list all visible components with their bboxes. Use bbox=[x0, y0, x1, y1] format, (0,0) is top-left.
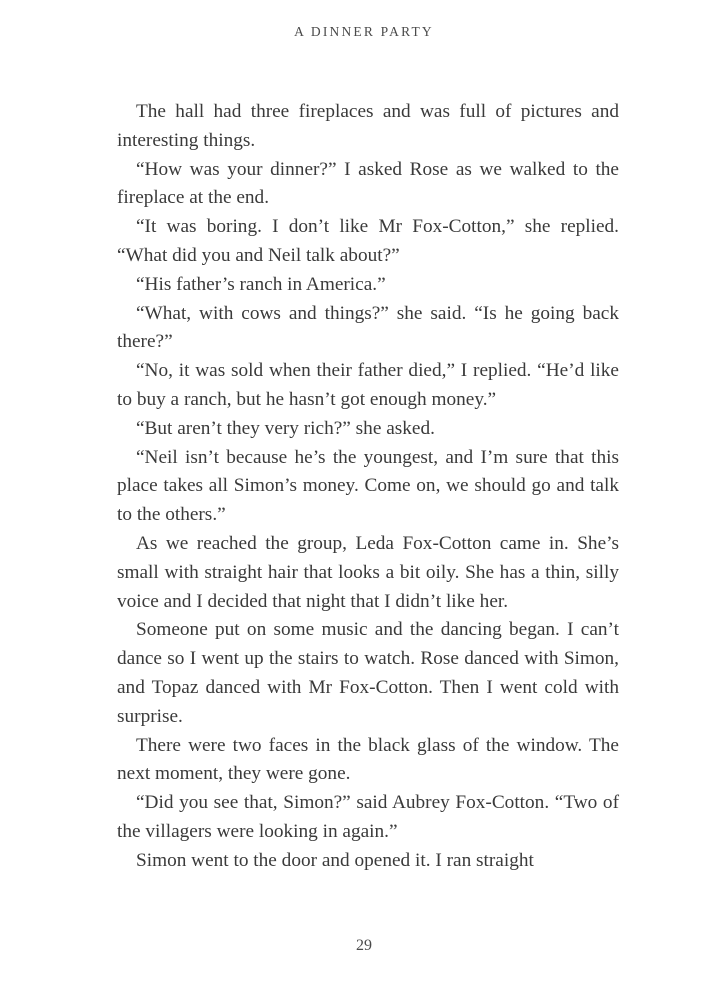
paragraph: “No, it was sold when their father died,” I replied. “He’d like to buy a ranch, but he hasn’t got enough money.” bbox=[117, 360, 619, 410]
paragraph: “It was boring. I don’t like Mr Fox-Cotton,” she replied. “What did you and Neil talk about?” bbox=[117, 216, 619, 266]
paragraph: As we reached the group, Leda Fox-Cotton came in. She’s small with straight hair that looks a bit oily. She has a thin, silly voice and I decided that night that I didn’t like her. bbox=[117, 532, 619, 612]
paragraph: “But aren’t they very rich?” she asked. bbox=[136, 417, 435, 439]
paragraph: Simon went to the door and opened it. I ran straight bbox=[136, 849, 534, 871]
paragraph: The hall had three fireplaces and was full of pictures and interesting things. bbox=[117, 101, 619, 151]
paragraph: “His father’s ranch in America.” bbox=[136, 273, 386, 295]
body-text bbox=[117, 98, 619, 876]
paragraph: “How was your dinner?” I asked Rose as we walked to the fireplace at the end. bbox=[117, 158, 619, 209]
paragraph: “Did you see that, Simon?” said Aubrey Fox-Cotton. “Two of the villagers were looking in again.” bbox=[117, 792, 619, 842]
paragraph: “What, with cows and things?” she said. “Is he going back there?” bbox=[117, 302, 619, 353]
page-number: 29 bbox=[356, 937, 372, 954]
running-head: A DINNER PARTY bbox=[294, 24, 434, 39]
paragraph: There were two faces in the black glass of the window. The next moment, they were gone. bbox=[117, 734, 619, 785]
paragraph: Someone put on some music and the dancing began. I can’t dance so I went up the stairs to watch. Rose danced with Simon, and Topaz danced with Mr Fox-Cotton. Then I went cold with surprise. bbox=[117, 619, 619, 727]
paragraph: “Neil isn’t because he’s the youngest, and I’m sure that this place takes all Simon’s money. Come on, we should go and talk to the others.” bbox=[117, 446, 619, 526]
